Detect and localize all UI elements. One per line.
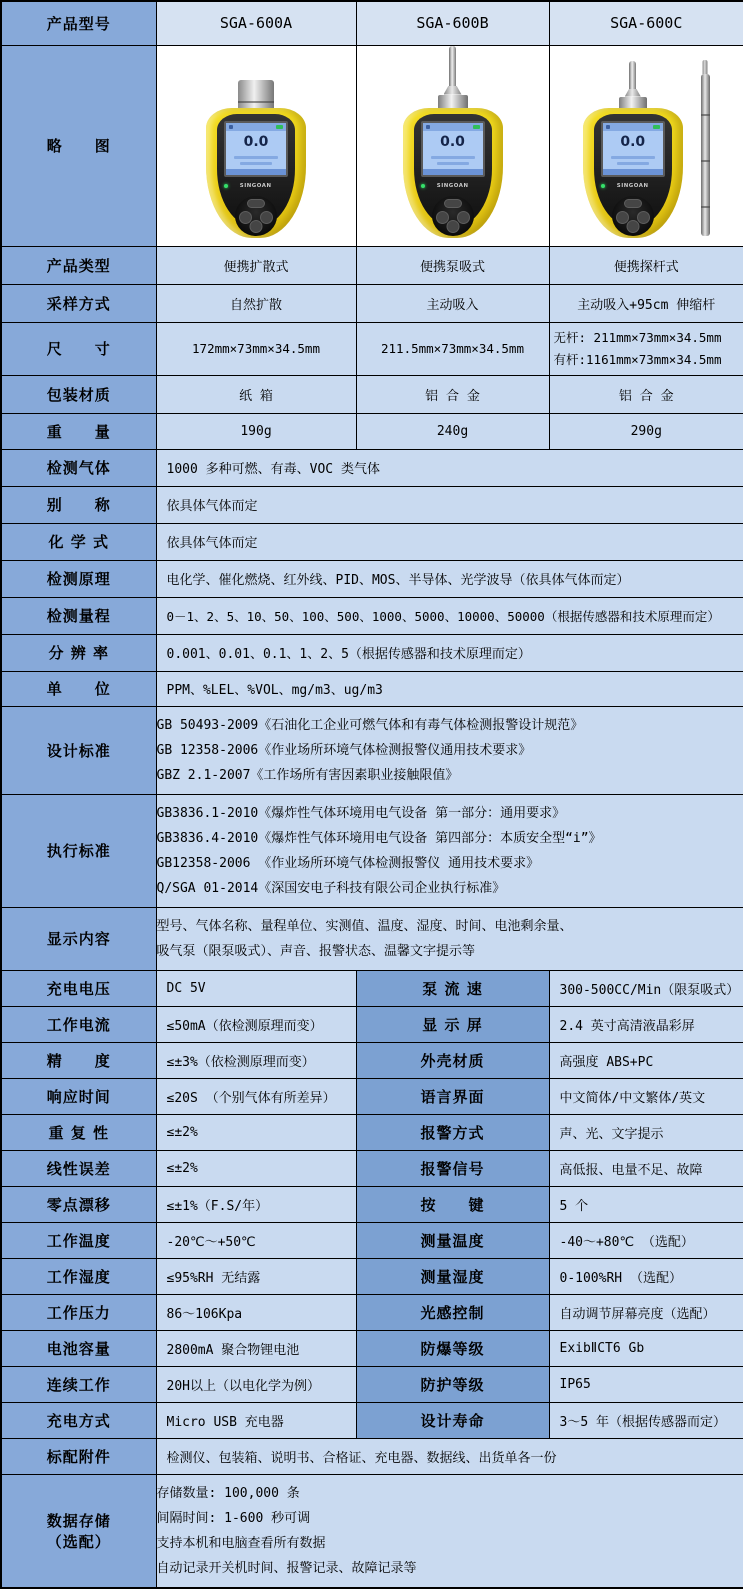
device-image-sga-600c	[583, 61, 683, 238]
device-screen	[421, 121, 485, 177]
brand-row	[217, 180, 295, 192]
standard-line: GB3836.4-2010《爆炸性气体环境用电气设备 第四部分：本质安全型“i”》	[157, 826, 743, 851]
model-name-c: SGA-600C	[549, 1, 743, 45]
standard-line: GBZ 2.1-2007《工作场所有害因素职业接触限值》	[157, 763, 743, 788]
spec-value	[156, 706, 743, 794]
sensor-cap	[238, 80, 274, 110]
spec-row-principle	[1, 560, 743, 597]
spec-value-a: 190g	[156, 413, 356, 449]
spec-row-alias	[1, 486, 743, 523]
spec-row-dual	[1, 1294, 743, 1330]
spec-value-c: 便携探杆式	[549, 246, 743, 284]
storage-line: 间隔时间: 1-600 秒可调	[157, 1506, 743, 1531]
spec-label: 单 位	[1, 671, 156, 706]
spec-row-dual	[1, 1330, 743, 1366]
enter-key	[626, 220, 639, 233]
probe-cone	[625, 89, 641, 97]
screen-reading: 0.0	[226, 131, 286, 153]
spec-row-dual	[1, 1402, 743, 1438]
device-scene-a	[157, 46, 356, 246]
spec-label	[1, 1474, 156, 1588]
spec-value: ≤95%RH 无结露	[156, 1258, 356, 1294]
menu-key	[444, 199, 462, 208]
standard-line: GB 50493-2009《石油化工企业可燃气体和有毒气体检测报警设计规范》	[157, 713, 743, 738]
spec-label: 工作温度	[1, 1222, 156, 1258]
spec-value-a: 172mm×73mm×34.5mm	[156, 322, 356, 375]
spec-label: 连续工作	[1, 1366, 156, 1402]
spec-label: 线性误差	[1, 1150, 156, 1186]
spec-label: 测量湿度	[356, 1258, 549, 1294]
spec-label: 执行标准	[1, 794, 156, 907]
spec-row-dual	[1, 1366, 743, 1402]
spec-label: 尺 寸	[1, 322, 156, 375]
device-face	[414, 114, 492, 227]
spec-value: ≤±2%	[156, 1150, 356, 1186]
spec-value-a: 纸 箱	[156, 375, 356, 413]
spec-value: IP65	[549, 1366, 743, 1402]
spec-value: 检测仪、包装箱、说明书、合格证、充电器、数据线、出货单各一份	[156, 1438, 743, 1474]
spec-label: 显 示 屏	[356, 1006, 549, 1042]
spec-value-a: 自然扩散	[156, 284, 356, 322]
spec-value-a: 便携扩散式	[156, 246, 356, 284]
spec-label: 标配附件	[1, 1438, 156, 1474]
screen-reading: 0.0	[423, 131, 483, 153]
spec-value: 2800mA 聚合物锂电池	[156, 1330, 356, 1366]
sampling-probe	[449, 46, 456, 86]
spec-row-resolution	[1, 634, 743, 671]
spec-row-exec-standard	[1, 794, 743, 907]
spec-label: 响应时间	[1, 1078, 156, 1114]
spec-label: 检测原理	[1, 560, 156, 597]
spec-row-unit	[1, 671, 743, 706]
keypad	[612, 196, 654, 236]
sketch-cell-sga-600c	[549, 45, 743, 246]
spec-row-display-content	[1, 907, 743, 970]
spec-value: 0.001、0.01、0.1、1、2、5（根据传感器和技术原理而定）	[156, 634, 743, 671]
sampling-probe	[629, 61, 636, 89]
telescopic-rod	[701, 74, 710, 236]
spec-value: -40～+80℃ （选配）	[549, 1222, 743, 1258]
spec-value: 电化学、催化燃烧、红外线、PID、MOS、半导体、光学波导（依具体气体而定）	[156, 560, 743, 597]
spec-value	[156, 907, 743, 970]
screen-time-bar	[226, 169, 286, 175]
spec-label: 包装材质	[1, 375, 156, 413]
keypad	[432, 196, 474, 236]
spec-value: 2.4 英寸高清液晶彩屏	[549, 1006, 743, 1042]
spec-row-dual	[1, 1114, 743, 1150]
spec-label: 检测气体	[1, 449, 156, 486]
spec-value: ≤20S （个别气体有所差异）	[156, 1078, 356, 1114]
spec-value: -20℃～+50℃	[156, 1222, 356, 1258]
spec-label: 语言界面	[356, 1078, 549, 1114]
size-no-rod: 无杆: 211mm×73mm×34.5mm	[554, 327, 740, 349]
spec-value: Micro USB 充电器	[156, 1402, 356, 1438]
spec-label: 按 键	[356, 1186, 549, 1222]
device-screen	[224, 121, 288, 177]
spec-value-b: 铝 合 金	[356, 375, 549, 413]
screen-status-bar	[226, 123, 286, 131]
spec-label: 报警信号	[356, 1150, 549, 1186]
spec-label: 重 复 性	[1, 1114, 156, 1150]
sketch-label: 略 图	[1, 45, 156, 246]
spec-label: 防护等级	[356, 1366, 549, 1402]
device-scene-c	[550, 46, 743, 246]
display-line: 型号、气体名称、量程单位、实测值、温度、湿度、时间、电池剩余量、	[157, 914, 743, 939]
device-body	[403, 108, 503, 238]
spec-row-dual	[1, 1078, 743, 1114]
spec-value: 中文简体/中文繁体/英文	[549, 1078, 743, 1114]
spec-row-range	[1, 597, 743, 634]
spec-row-weight	[1, 413, 743, 449]
spec-value: ≤±3%（依检测原理而变）	[156, 1042, 356, 1078]
standard-line: GB12358-2006 《作业场所环境气体检测报警仪 通用技术要求》	[157, 851, 743, 876]
enter-key	[250, 220, 263, 233]
size-with-rod: 有杆:1161mm×73mm×34.5mm	[554, 349, 740, 371]
spec-value: 1000 多种可燃、有毒、VOC 类气体	[156, 449, 743, 486]
device-body	[583, 108, 683, 238]
screen-info-line	[431, 156, 475, 159]
spec-value: ExibⅡCT6 Gb	[549, 1330, 743, 1366]
header-row	[1, 1, 743, 45]
spec-label: 外壳材质	[356, 1042, 549, 1078]
spec-value: 0-100%RH （选配）	[549, 1258, 743, 1294]
spec-row-dual	[1, 1006, 743, 1042]
spec-label: 分 辨 率	[1, 634, 156, 671]
spec-value: 自动调节屏幕亮度（选配）	[549, 1294, 743, 1330]
spec-value: 高低报、电量不足、故障	[549, 1150, 743, 1186]
spec-label: 报警方式	[356, 1114, 549, 1150]
spec-label: 精 度	[1, 1042, 156, 1078]
screen-status-bar	[603, 123, 663, 131]
spec-label: 重 量	[1, 413, 156, 449]
spec-row-accessories	[1, 1438, 743, 1474]
spec-row-sampling	[1, 284, 743, 322]
spec-value: 86～106Kpa	[156, 1294, 356, 1330]
brand-row	[594, 180, 672, 192]
keypad	[235, 196, 277, 236]
standard-line: GB 12358-2006《作业场所环境气体检测报警仪通用技术要求》	[157, 738, 743, 763]
spec-value-c	[549, 322, 743, 375]
right-key	[637, 211, 650, 224]
spec-row-gases	[1, 449, 743, 486]
screen-time-bar	[603, 169, 663, 175]
spec-value: ≤±2%	[156, 1114, 356, 1150]
spec-label: 别 称	[1, 486, 156, 523]
screen-info-line	[611, 156, 655, 159]
menu-key	[624, 199, 642, 208]
spec-value: 5 个	[549, 1186, 743, 1222]
spec-value-c: 主动吸入+95cm 伸缩杆	[549, 284, 743, 322]
spec-value: 3～5 年（根据传感器而定）	[549, 1402, 743, 1438]
power-led	[421, 184, 425, 188]
spec-label: 采样方式	[1, 284, 156, 322]
spec-label: 光感控制	[356, 1294, 549, 1330]
spec-row-data-storage	[1, 1474, 743, 1588]
screen-info-line	[234, 156, 278, 159]
spec-label: 电池容量	[1, 1330, 156, 1366]
spec-value-b: 240g	[356, 413, 549, 449]
device-image-sga-600b	[403, 46, 503, 238]
spec-value: 高强度 ABS+PC	[549, 1042, 743, 1078]
spec-value-b: 211.5mm×73mm×34.5mm	[356, 322, 549, 375]
spec-label: 工作湿度	[1, 1258, 156, 1294]
spec-row-dual	[1, 1150, 743, 1186]
screen-reading: 0.0	[603, 131, 663, 153]
spec-value: 依具体气体而定	[156, 486, 743, 523]
spec-label: 零点漂移	[1, 1186, 156, 1222]
spec-row-dual	[1, 1222, 743, 1258]
menu-key	[247, 199, 265, 208]
standard-line: Q/SGA 01-2014《深国安电子科技有限公司企业执行标准》	[157, 876, 743, 901]
spec-row-dual	[1, 1186, 743, 1222]
spec-row-size	[1, 322, 743, 375]
spec-row-formula	[1, 523, 743, 560]
spec-value: 20H以上（以电化学为例）	[156, 1366, 356, 1402]
brand-row	[414, 180, 492, 192]
spec-value: 300-500CC/Min（限泵吸式）	[549, 970, 743, 1006]
spec-value: PPM、%LEL、%VOL、mg/m3、ug/m3	[156, 671, 743, 706]
spec-label: 产品类型	[1, 246, 156, 284]
sketch-cell-sga-600a	[156, 45, 356, 246]
storage-line: 支持本机和电脑查看所有数据	[157, 1531, 743, 1556]
enter-key	[446, 220, 459, 233]
screen-status-bar	[423, 123, 483, 131]
device-image-sga-600a	[206, 80, 306, 238]
model-name-a: SGA-600A	[156, 1, 356, 45]
power-led	[224, 184, 228, 188]
device-face	[594, 114, 672, 227]
screen-info-line	[437, 162, 469, 165]
spec-label: 工作电流	[1, 1006, 156, 1042]
spec-label: 测量温度	[356, 1222, 549, 1258]
spec-row-design-standard	[1, 706, 743, 794]
spec-label: 显示内容	[1, 907, 156, 970]
spec-label: 设计标准	[1, 706, 156, 794]
spec-label: 设计寿命	[356, 1402, 549, 1438]
spec-value: ≤±1%（F.S/年）	[156, 1186, 356, 1222]
spec-label: 检测量程	[1, 597, 156, 634]
brand-label: SINGOAN	[617, 182, 649, 188]
spec-label: 泵 流 速	[356, 970, 549, 1006]
screen-info-line	[240, 162, 272, 165]
spec-value: DC 5V	[156, 970, 356, 1006]
screen-info-line	[617, 162, 649, 165]
spec-row-dual	[1, 1042, 743, 1078]
standard-line: GB3836.1-2010《爆炸性气体环境用电气设备 第一部分：通用要求》	[157, 801, 743, 826]
storage-line: 存储数量: 100,000 条	[157, 1481, 743, 1506]
sketch-cell-sga-600b	[356, 45, 549, 246]
sketch-row	[1, 45, 743, 246]
storage-label-line: （选配）	[6, 1531, 152, 1552]
spec-label: 化 学 式	[1, 523, 156, 560]
spec-value-c: 铝 合 金	[549, 375, 743, 413]
spec-value-c: 290g	[549, 413, 743, 449]
device-face	[217, 114, 295, 227]
spec-row-packaging	[1, 375, 743, 413]
spec-row-dual	[1, 970, 743, 1006]
right-key	[457, 211, 470, 224]
spec-row-product-type	[1, 246, 743, 284]
spec-value: ≤50mA（依检测原理而变）	[156, 1006, 356, 1042]
storage-label-line: 数据存储	[6, 1510, 152, 1531]
header-label: 产品型号	[1, 1, 156, 45]
spec-value: 0－1、2、5、10、50、100、500、1000、5000、10000、50000（根据传感器和技术原理而定）	[156, 597, 743, 634]
brand-label: SINGOAN	[437, 182, 469, 188]
device-screen	[601, 121, 665, 177]
storage-line: 自动记录开关机时间、报警记录、故障记录等	[157, 1556, 743, 1581]
spec-value	[156, 794, 743, 907]
spec-label: 充电电压	[1, 970, 156, 1006]
spec-label: 充电方式	[1, 1402, 156, 1438]
spec-value	[156, 1474, 743, 1588]
spec-value: 依具体气体而定	[156, 523, 743, 560]
spec-value-b: 主动吸入	[356, 284, 549, 322]
spec-label: 防爆等级	[356, 1330, 549, 1366]
device-body	[206, 108, 306, 238]
model-name-b: SGA-600B	[356, 1, 549, 45]
device-scene-b	[357, 46, 549, 246]
display-line: 吸气泵（限泵吸式）、声音、报警状态、温馨文字提示等	[157, 939, 743, 964]
spec-value-b: 便携泵吸式	[356, 246, 549, 284]
spec-row-dual	[1, 1258, 743, 1294]
probe-cone	[444, 86, 462, 95]
spec-label: 工作压力	[1, 1294, 156, 1330]
brand-label: SINGOAN	[240, 182, 272, 188]
right-key	[260, 211, 273, 224]
power-led	[601, 184, 605, 188]
spec-value: 声、光、文字提示	[549, 1114, 743, 1150]
screen-time-bar	[423, 169, 483, 175]
